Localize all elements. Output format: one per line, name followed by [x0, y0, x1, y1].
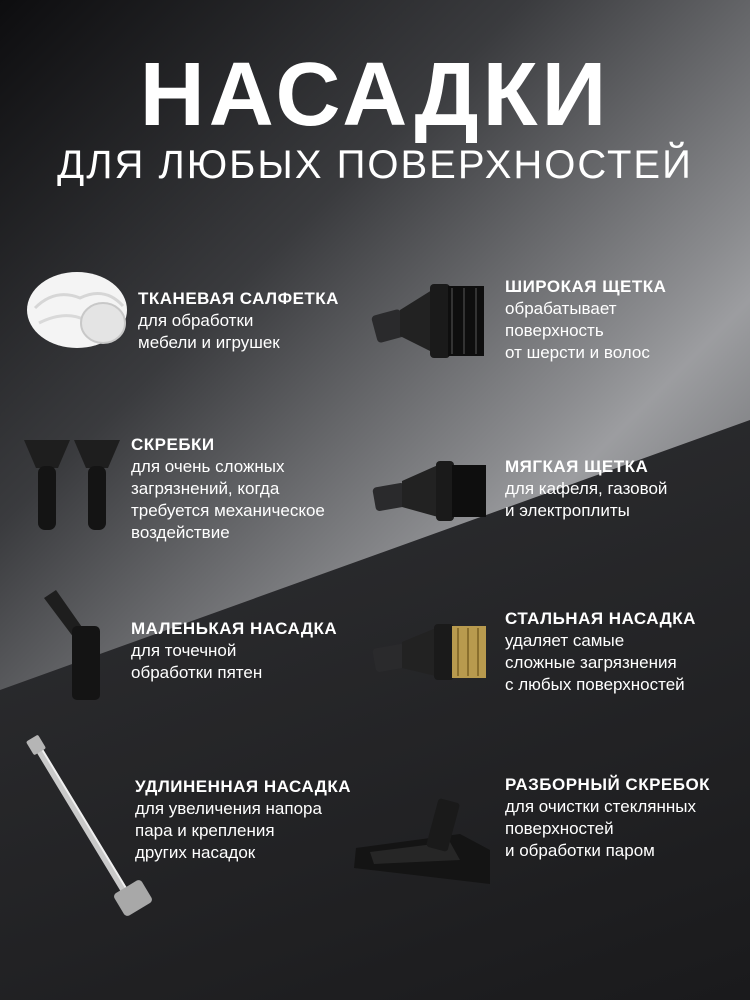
item-desc: и электроплиты	[505, 501, 630, 520]
item-desc: для очень сложных	[131, 457, 285, 476]
page-subtitle: ДЛЯ ЛЮБЫХ ПОВЕРХНОСТЕЙ	[57, 143, 693, 187]
item-desc: обрабатывает	[505, 299, 617, 318]
item-title: УДЛИНЕННАЯ НАСАДКА	[135, 777, 352, 796]
window-squeegee-icon	[350, 798, 495, 890]
item-desc: удаляет самые	[505, 631, 625, 650]
cloth-cover-icon	[25, 268, 130, 353]
item-title: РАЗБОРНЫЙ СКРЕБОК	[505, 775, 711, 794]
item-title: МЯГКАЯ ЩЕТКА	[505, 457, 649, 476]
item-extension-tube	[135, 776, 351, 864]
item-small-nozzle	[131, 618, 337, 684]
item-desc: пара и крепления	[135, 821, 275, 840]
page-title: НАСАДКИ	[139, 45, 611, 145]
wide-brush-icon	[370, 272, 490, 364]
item-title: МАЛЕНЬКАЯ НАСАДКА	[131, 619, 338, 638]
item-desc: от шерсти и волос	[505, 343, 650, 362]
item-desc: для кафеля, газовой	[505, 479, 668, 498]
item-desc: требуется механическое	[131, 501, 325, 520]
item-title: СКРЕБКИ	[131, 435, 215, 454]
scrapers-icon	[22, 432, 122, 532]
item-desc: поверхностей	[505, 819, 614, 838]
item-desc: воздействие	[131, 523, 230, 542]
item-desc: сложные загрязнения	[505, 653, 677, 672]
item-steel-brush	[505, 608, 696, 696]
item-desc: загрязнений, когда	[131, 479, 280, 498]
item-desc: мебели и игрушек	[138, 333, 280, 352]
item-desc: для очистки стеклянных	[505, 797, 696, 816]
item-desc: с любых поверхностей	[505, 675, 685, 694]
item-desc: поверхность	[505, 321, 604, 340]
item-soft-brush	[505, 456, 667, 522]
steel-brush-icon	[372, 618, 490, 684]
item-desc: для точечной	[131, 641, 237, 660]
small-nozzle-icon	[40, 588, 110, 703]
soft-brush-icon	[372, 455, 490, 525]
item-desc: для обработки	[138, 311, 254, 330]
item-window-squeegee	[505, 774, 710, 862]
item-desc: для увеличения напора	[135, 799, 322, 818]
item-desc: обработки пятен	[131, 663, 263, 682]
item-desc: и обработки паром	[505, 841, 655, 860]
item-wide-brush	[505, 276, 666, 364]
item-title: ШИРОКАЯ ЩЕТКА	[505, 277, 667, 296]
item-title: ТКАНЕВАЯ САЛФЕТКА	[138, 289, 339, 308]
item-scrapers	[131, 434, 325, 544]
item-desc: других насадок	[135, 843, 256, 862]
item-title: СТАЛЬНАЯ НАСАДКА	[505, 609, 696, 628]
item-cloth	[138, 288, 339, 354]
